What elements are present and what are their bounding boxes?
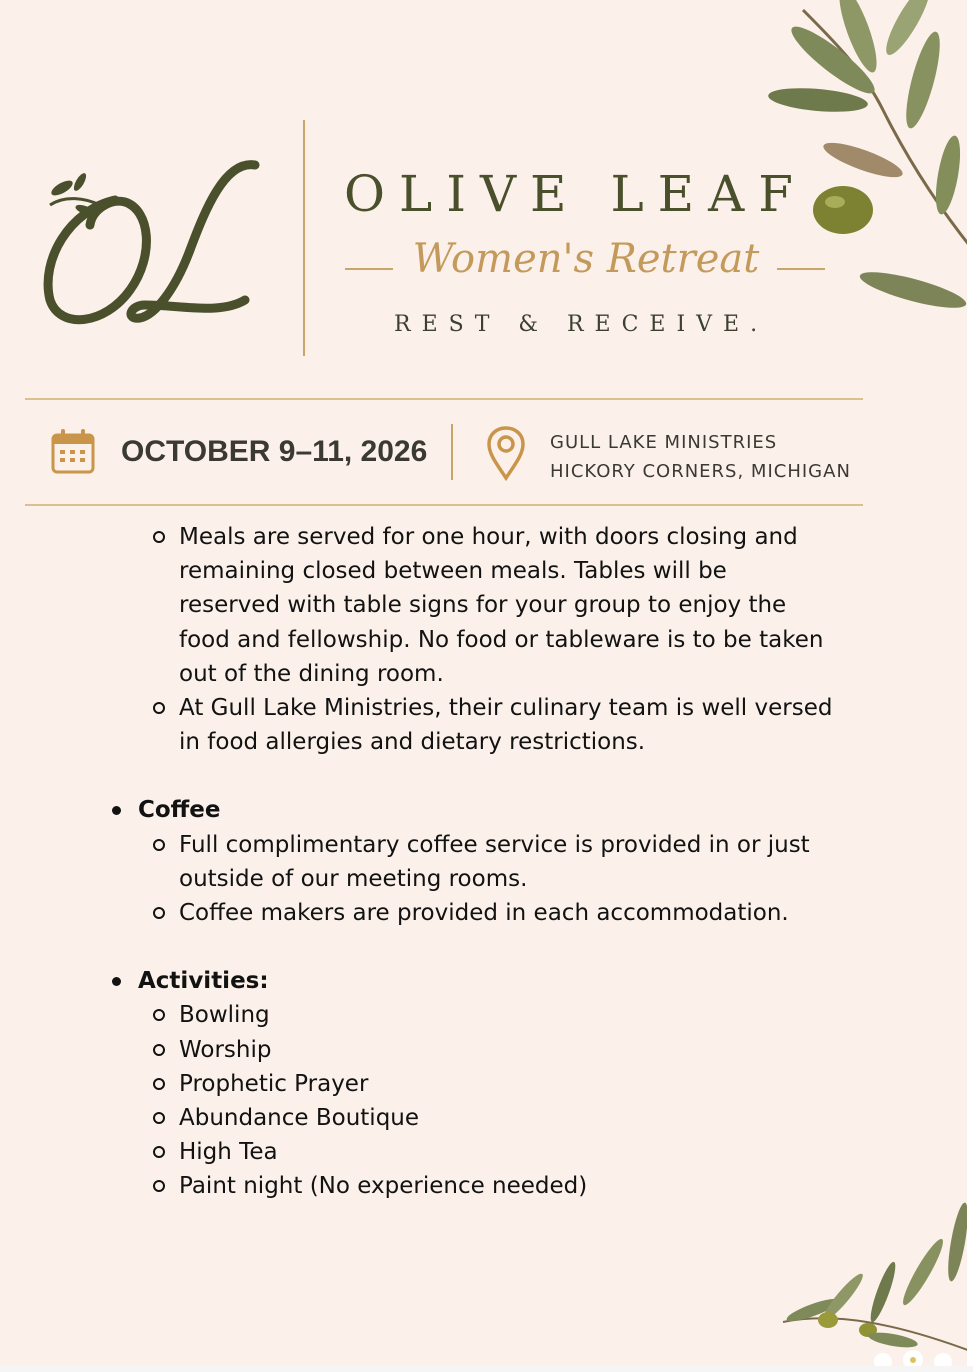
list-item: Meals are served for one hour, with doors closing and remaining closed between meals. Tables will be reserved with table signs for your group to enjoy the food and fellowship. No food or tableware is to be taken out of the dining room.	[0, 520, 869, 691]
venue-location: HICKORY CORNERS, MICHIGAN	[550, 461, 851, 482]
section-heading-coffee: Coffee	[0, 793, 973, 827]
location-pin-icon	[486, 425, 526, 481]
section-heading-activities: Activities:	[0, 964, 973, 998]
hollow-bullet-icon	[153, 531, 165, 543]
venue-name: GULL LAKE MINISTRIES	[550, 432, 778, 453]
hollow-bullet-icon	[153, 1146, 165, 1158]
bullet-icon	[112, 977, 121, 986]
calendar-icon	[50, 427, 96, 475]
retreat-subtitle: Women's Retreat	[412, 236, 760, 282]
hollow-bullet-icon	[153, 1009, 165, 1021]
event-date: OCTOBER 9–11, 2026	[121, 435, 428, 468]
header-divider	[303, 120, 305, 356]
hollow-bullet-icon	[153, 1078, 165, 1090]
list-item: Full complimentary coffee service is provided in or just outside of our meeting rooms.	[0, 828, 869, 896]
hollow-bullet-icon	[153, 839, 165, 851]
olive-sprig-decoration	[773, 1202, 973, 1372]
subtitle-dash-left	[345, 268, 393, 270]
list-item: Bowling	[0, 998, 869, 1032]
details-content	[0, 520, 973, 1204]
info-divider	[451, 424, 453, 480]
list-item: High Tea	[0, 1135, 869, 1169]
info-bar-top-rule	[25, 398, 863, 400]
info-bar-bottom-rule	[25, 504, 863, 506]
list-item: At Gull Lake Ministries, their culinary team is well versed in food allergies and dietary restrictions.	[0, 691, 869, 759]
subtitle-dash-right	[777, 268, 825, 270]
retreat-tagline: REST & RECEIVE.	[394, 312, 769, 337]
hollow-bullet-icon	[153, 702, 165, 714]
hollow-bullet-icon	[153, 1044, 165, 1056]
list-item: Coffee makers are provided in each accommodation.	[0, 896, 869, 930]
ol-monogram-logo	[30, 150, 280, 340]
page-edge-bottom	[0, 1366, 973, 1372]
hollow-bullet-icon	[153, 1112, 165, 1124]
list-item: Prophetic Prayer	[0, 1067, 869, 1101]
list-item: Worship	[0, 1033, 869, 1067]
page-edge-right	[967, 0, 973, 1372]
retreat-title: OLIVE LEAF	[344, 165, 807, 223]
list-item: Abundance Boutique	[0, 1101, 869, 1135]
bullet-icon	[112, 806, 121, 815]
list-item: Paint night (No experience needed)	[0, 1169, 869, 1203]
subtitle-row	[345, 230, 825, 300]
hollow-bullet-icon	[153, 907, 165, 919]
hollow-bullet-icon	[153, 1180, 165, 1192]
venue-address	[550, 428, 851, 486]
